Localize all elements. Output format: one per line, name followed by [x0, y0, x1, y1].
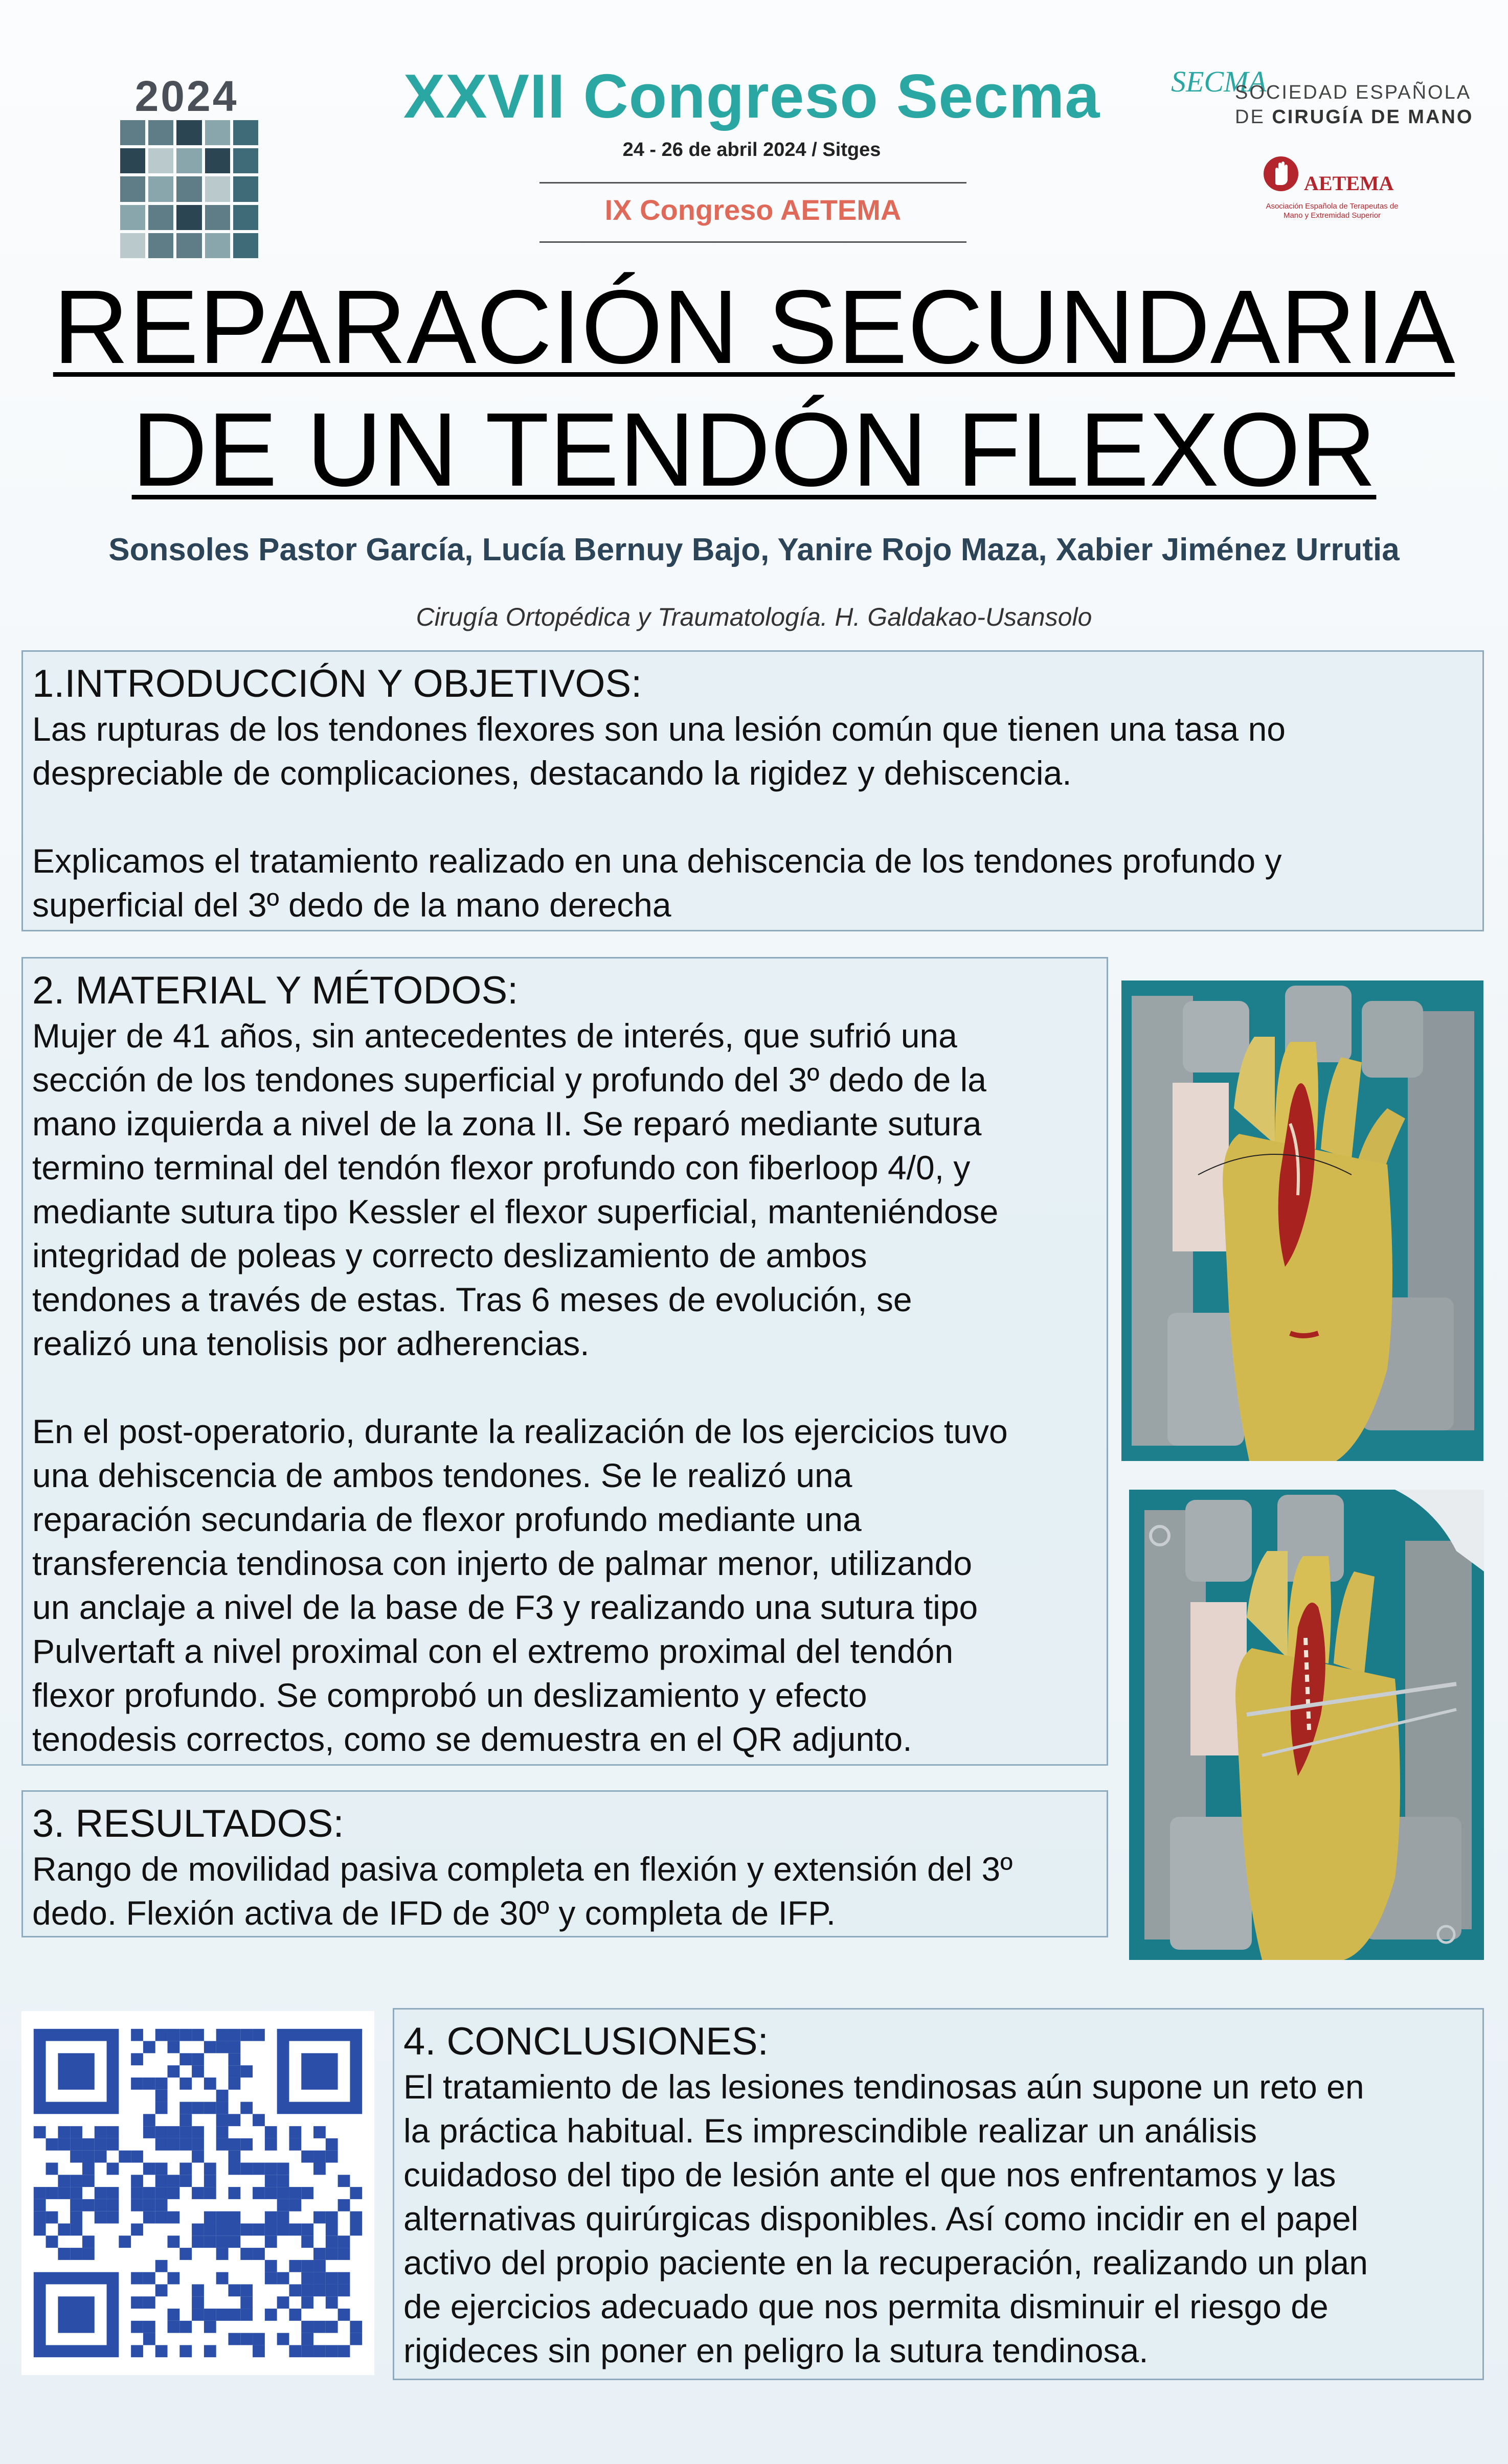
divider — [539, 182, 966, 184]
secma-logo-line2-prefix: DE — [1235, 106, 1272, 128]
secma-logo-line2-bold: CIRUGÍA DE MANO — [1272, 106, 1474, 128]
affiliation: Cirugía Ortopédica y Traumatología. H. Galdakao-Usansolo — [416, 603, 1092, 631]
poster-title — [0, 266, 1508, 511]
congress-title: XXVII Congreso Secma — [403, 61, 1100, 131]
section-paragraph: Mujer de 41 años, sin antecedentes de interés, que sufrió una sección de los tendones superficial y profundo del 3º dedo de la mano izquierda a nivel de la zona II. Se reparó mediante sutura termino terminal del tendón flexor profundo con fiberloop 4/0, y mediante sutura tipo Kessler el flexor superficial, manteniéndose integridad de poleas y correcto deslizamiento de ambos tendones a través de estas. Tras 6 meses de evolución, se realizó una tenolisis por adherencias. — [32, 1017, 999, 1362]
section-heading: 4. CONCLUSIONES: — [403, 2020, 769, 2063]
section-methods — [21, 957, 1108, 1766]
section-results — [21, 1790, 1108, 1937]
aetema-congress-label: IX Congreso AETEMA — [604, 194, 902, 226]
poster-title-line2: DE UN TENDÓN FLEXOR — [131, 391, 1377, 508]
section-paragraph: Las rupturas de los tendones flexores son una lesión común que tienen una tasa no despreciable de complicaciones, destacando la rigidez y dehiscencia. — [32, 710, 1286, 792]
authors: Sonsoles Pastor García, Lucía Bernuy Bajo, Yanire Rojo Maza, Xabier Jiménez Urrutia — [108, 532, 1400, 567]
secma-logo — [1171, 66, 1478, 138]
congress-year: 2024 — [134, 72, 239, 120]
poster-title-line1: REPARACIÓN SECUNDARIA — [53, 268, 1455, 385]
hand-surgery-image — [1129, 1490, 1484, 1960]
qr-code[interactable] — [21, 2011, 374, 2375]
aetema-name: AETEMA — [1304, 172, 1394, 195]
section-conclusions — [393, 2008, 1484, 2380]
surgical-photo-1 — [1121, 980, 1483, 1461]
hand-icon — [1263, 153, 1299, 194]
hand-surgery-image — [1121, 980, 1483, 1461]
section-introduction — [21, 650, 1484, 931]
surgical-photo-2 — [1129, 1490, 1484, 1960]
divider — [539, 241, 966, 243]
secma-logo-mark: SECMA — [1171, 65, 1267, 98]
secma-logo-line1: SOCIEDAD ESPAÑOLA — [1235, 82, 1472, 103]
aetema-logo — [1263, 151, 1401, 233]
section-paragraph: En el post-operatorio, durante la realización de los ejercicios tuvo una dehiscencia de ambos tendones. Se le realizó una reparación secundaria de flexor profundo mediante una transferencia tendinosa con injerto de palmar menor, utilizando un anclaje a nivel de la base de F3 y realizando una sutura tipo Pulvertaft a nivel proximal con el extremo proximal del tendón flexor profundo. Se comprobó un deslizamiento y efecto tenodesis correctos, como se demuestra en el QR adjunto. — [32, 1412, 1008, 1758]
congress-dates: 24 - 26 de abril 2024 / Sitges — [622, 139, 881, 161]
photo-collage-logo — [120, 120, 258, 258]
secma-logo-line2 — [1235, 106, 1473, 128]
congress-emblem — [110, 72, 263, 261]
section-paragraph: Explicamos el tratamiento realizado en una dehiscencia de los tendones profundo y superficial del 3º dedo de la mano derecha — [32, 842, 1282, 924]
section-heading: 3. RESULTADOS: — [32, 1802, 344, 1845]
aetema-subtitle: Asociación Española de Terapeutas de Mano y Extremidad Superior — [1266, 202, 1399, 220]
section-paragraph: El tratamiento de las lesiones tendinosas aún supone un reto en la práctica habitual. Es imprescindible realizar un análisis cuidadoso del tipo de lesión ante el que nos enfrentamos y las alternativas quirúrgicas disponibles. Así como incidir en el papel activo del propio paciente en la recuperación, realizando un plan de ejercicios adecuado que nos permita disminuir el riesgo de rigideces sin poner en peligro la sutura tendinosa. — [403, 2068, 1368, 2369]
section-heading: 2. MATERIAL Y MÉTODOS: — [32, 969, 519, 1012]
section-paragraph: Rango de movilidad pasiva completa en flexión y extensión del 3º dedo. Flexión activa de IFD de 30º y completa de IFP. — [32, 1850, 1013, 1932]
section-heading: 1.INTRODUCCIÓN Y OBJETIVOS: — [32, 662, 642, 705]
